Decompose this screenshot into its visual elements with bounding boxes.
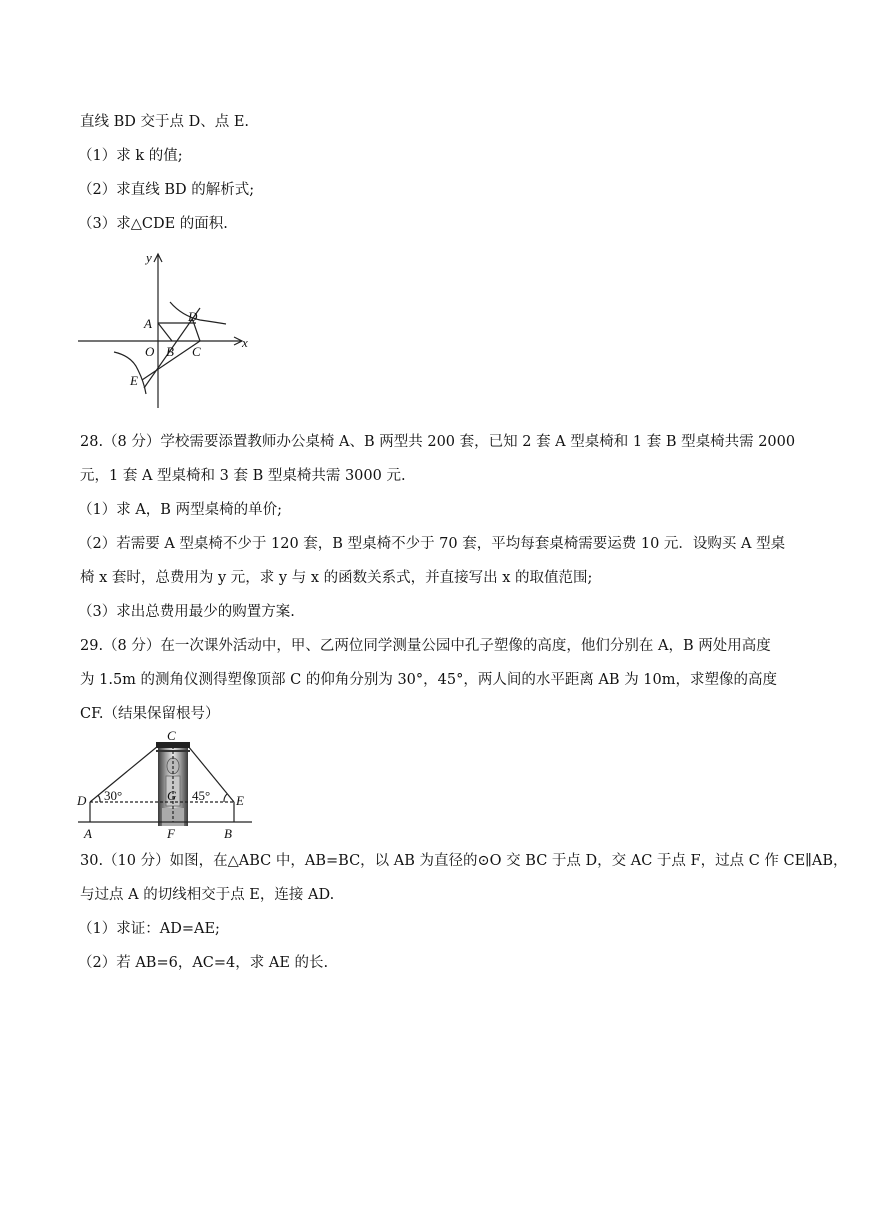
label-a: A	[144, 316, 152, 331]
label-angle-30: 30°	[104, 788, 123, 803]
p29-statue-figure	[74, 728, 260, 844]
p27-q2: （2）求直线 BD 的解析式;	[78, 182, 255, 198]
label-b: B	[166, 344, 174, 359]
label-e: E	[236, 793, 244, 808]
p30-q2: （2）若 AB=6，AC=4，求 AE 的长.	[78, 955, 329, 971]
label-y: y	[146, 250, 152, 265]
p28-q1: （1）求 A，B 两型桌椅的单价;	[78, 502, 282, 518]
label-o: O	[145, 344, 155, 359]
p30-line2: 与过点 A 的切线相交于点 E，连接 AD.	[80, 887, 335, 903]
p27-intro: 直线 BD 交于点 D、点 E.	[80, 114, 250, 130]
label-x: x	[242, 335, 248, 350]
p29-line1: 29.（8 分）在一次课外活动中，甲、乙两位同学测量公园中孔子塑像的高度，他们分别在 A，B 两处用高度	[80, 638, 771, 654]
label-e: E	[130, 373, 138, 388]
p28-q3: （3）求出总费用最少的购置方案.	[78, 604, 295, 620]
p29-line3: CF.（结果保留根号）	[80, 706, 220, 722]
angle-arc-45	[224, 794, 227, 802]
label-f: F	[167, 826, 175, 841]
p27-coordinate-figure	[74, 248, 264, 413]
p30-line1: 30.（10 分）如图，在△ABC 中，AB=BC，以 AB 为直径的⊙O 交 BC 于点 D，交 AC 于点 F，过点 C 作 CE∥AB，	[80, 853, 848, 869]
label-a: A	[84, 826, 92, 841]
segment-ab	[158, 323, 172, 341]
label-c: C	[192, 344, 201, 359]
label-b: B	[224, 826, 232, 841]
label-angle-45: 45°	[192, 788, 211, 803]
label-g: G	[167, 788, 177, 803]
p28-q2-line2: 椅 x 套时，总费用为 y 元，求 y 与 x 的函数关系式，并直接写出 x 的取值范围;	[80, 570, 593, 586]
p28-line1: 28.（8 分）学校需要添置教师办公桌椅 A、B 两型共 200 套，已知 2 套 A 型桌椅和 1 套 B 型桌椅共需 2000	[80, 434, 796, 450]
sight-line-dc	[90, 746, 158, 802]
p27-q1: （1）求 k 的值;	[78, 148, 183, 164]
p27-q3: （3）求△CDE 的面积.	[78, 216, 228, 232]
label-d: D	[188, 309, 198, 324]
label-c: C	[167, 728, 176, 743]
p29-line2: 为 1.5m 的测角仪测得塑像顶部 C 的仰角分别为 30°，45°，两人间的水平距离 AB 为 10m，求塑像的高度	[80, 672, 778, 688]
p28-q2-line1: （2）若需要 A 型桌椅不少于 120 套，B 型桌椅不少于 70 套，平均每套桌椅需要运费 10 元．设购买 A 型桌	[78, 536, 786, 552]
p28-line2: 元，1 套 A 型桌椅和 3 套 B 型桌椅共需 3000 元.	[80, 468, 406, 484]
angle-arc-30	[98, 795, 100, 802]
hyperbola-branch-upper	[170, 302, 226, 324]
p30-q1: （1）求证：AD=AE;	[78, 921, 220, 937]
label-d: D	[77, 793, 87, 808]
